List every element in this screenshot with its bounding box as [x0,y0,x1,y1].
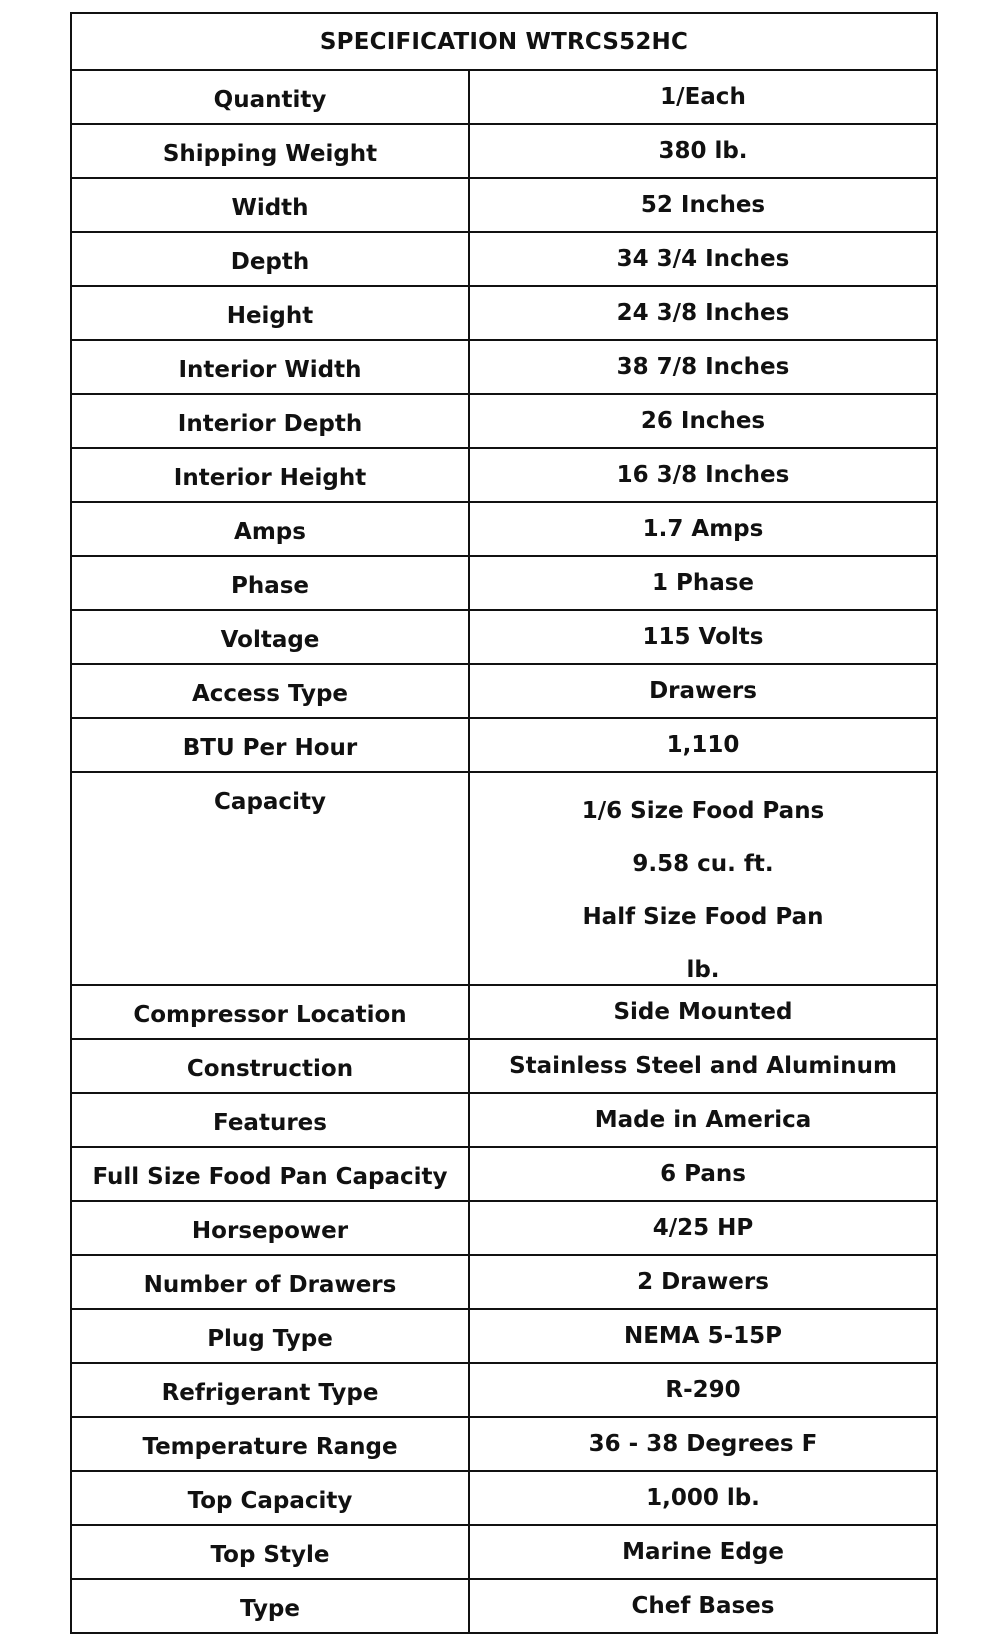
row-label: Number of Drawers [72,1256,470,1308]
table-row [72,1526,936,1580]
row-label: Features [72,1094,470,1146]
table-row [72,125,936,179]
row-label: Type [72,1580,470,1632]
row-label: Temperature Range [72,1418,470,1470]
table-row [72,71,936,125]
capacity-value: lb. [686,957,720,983]
capacity-value: Half Size Food Pan [582,904,824,930]
row-label: Quantity [72,71,470,123]
row-label: Interior Width [72,341,470,393]
table-row [72,1580,936,1634]
row-label: BTU Per Hour [72,719,470,771]
row-label: Interior Depth [72,395,470,447]
row-value: 1,110 [666,732,740,758]
row-value: 16 3/8 Inches [616,462,790,488]
row-value: 38 7/8 Inches [616,354,790,380]
row-label: Top Style [72,1526,470,1578]
row-value: 1.7 Amps [642,516,764,542]
row-value: Made in America [594,1107,812,1133]
row-value: Stainless Steel and Aluminum [509,1053,897,1079]
row-label: Depth [72,233,470,285]
row-label: Compressor Location [72,986,470,1038]
row-label: Shipping Weight [72,125,470,177]
row-value: 36 - 38 Degrees F [588,1431,818,1457]
row-label: Phase [72,557,470,609]
table-row [72,1418,936,1472]
row-value: 1,000 lb. [646,1485,760,1511]
table-row [72,1040,936,1094]
table-row [72,665,936,719]
spec-table [70,12,938,1634]
table-row [72,179,936,233]
row-value: Chef Bases [631,1593,775,1619]
table-row [72,1202,936,1256]
row-label: Full Size Food Pan Capacity [72,1148,470,1200]
row-value: 4/25 HP [652,1215,754,1241]
table-row [72,287,936,341]
table-title: SPECIFICATION WTRCS52HC [72,14,936,71]
capacity-value: 9.58 cu. ft. [632,851,774,877]
table-row [72,986,936,1040]
table-row [72,1472,936,1526]
row-label: Amps [72,503,470,555]
row-value: 6 Pans [660,1161,746,1187]
table-row [72,1256,936,1310]
table-row [72,1094,936,1148]
capacity-value: 1/6 Size Food Pans [581,798,825,824]
table-row [72,719,936,773]
row-label: Top Capacity [72,1472,470,1524]
table-row [72,1364,936,1418]
table-row [72,503,936,557]
table-row [72,1310,936,1364]
row-value: Marine Edge [622,1539,784,1565]
row-value: NEMA 5-15P [623,1323,783,1349]
row-value: 26 Inches [640,408,766,434]
row-label: Horsepower [72,1202,470,1254]
row-label: Construction [72,1040,470,1092]
row-value: 380 lb. [658,138,748,164]
capacity-row [72,773,936,986]
row-value: R-290 [665,1377,741,1403]
row-label: Access Type [72,665,470,717]
row-label: Refrigerant Type [72,1364,470,1416]
table-row [72,341,936,395]
row-value: Side Mounted [613,999,793,1025]
capacity-values [470,773,936,984]
row-value: 24 3/8 Inches [616,300,790,326]
row-value: 34 3/4 Inches [616,246,790,272]
row-label: Plug Type [72,1310,470,1362]
row-value: 2 Drawers [637,1269,769,1295]
table-row [72,611,936,665]
table-row [72,395,936,449]
row-value: 52 Inches [640,192,766,218]
row-value: 1 Phase [651,570,755,596]
capacity-label: Capacity [72,773,470,984]
table-row [72,557,936,611]
row-value: 1/Each [660,84,746,110]
table-row [72,449,936,503]
table-row [72,233,936,287]
table-row [72,1148,936,1202]
row-label: Voltage [72,611,470,663]
row-label: Interior Height [72,449,470,501]
row-value: 115 Volts [642,624,764,650]
row-label: Height [72,287,470,339]
row-value: Drawers [649,678,757,704]
row-label: Width [72,179,470,231]
